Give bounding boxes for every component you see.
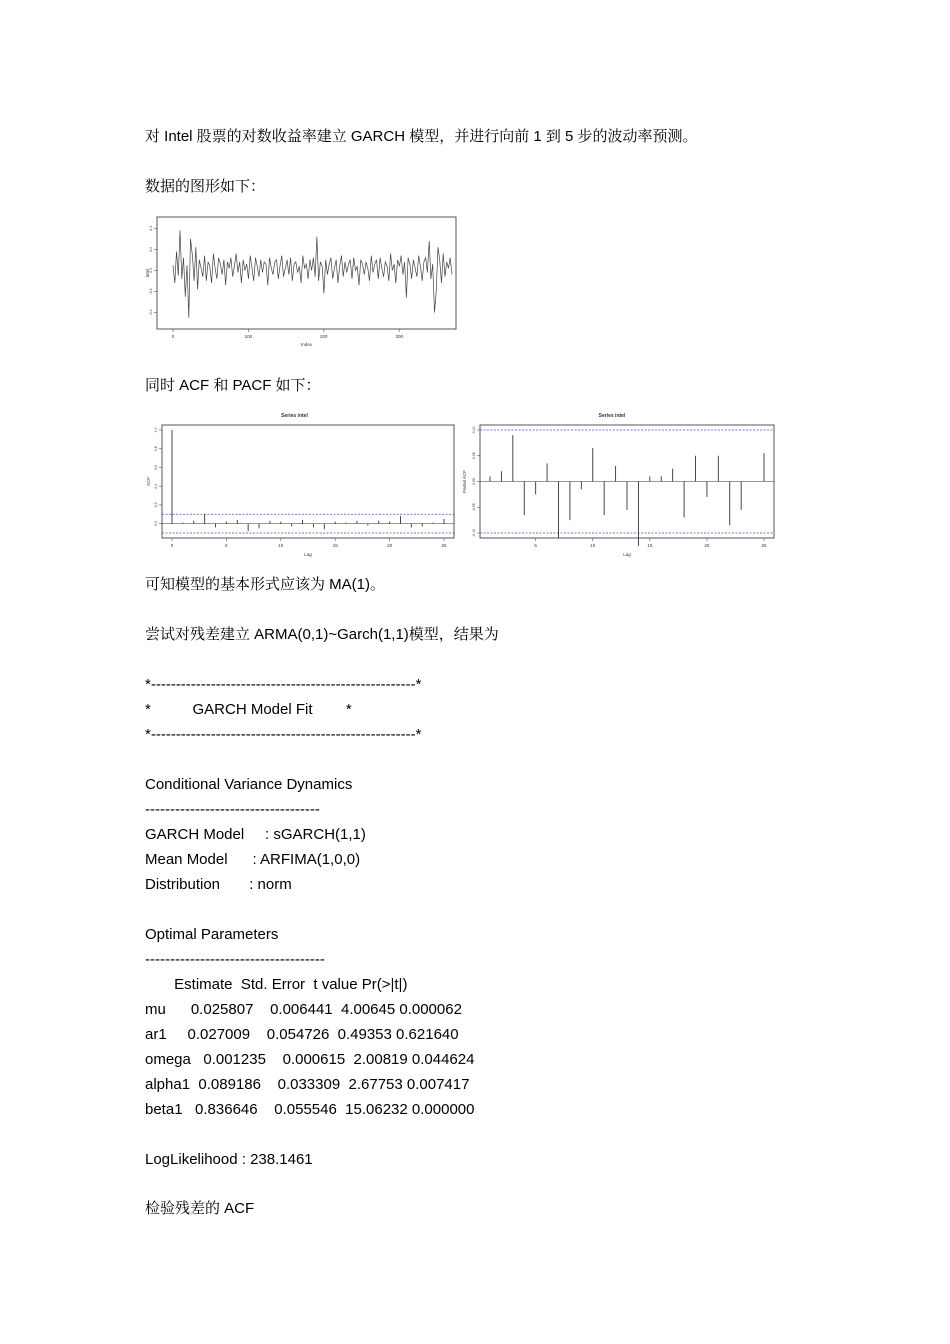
- acf-figure: [145, 408, 460, 560]
- x-tick-label: 10: [590, 543, 596, 548]
- plot-frame: [162, 425, 454, 538]
- y-tick-label: 0.10: [472, 426, 476, 434]
- x-tick-label: 5: [534, 543, 537, 548]
- y-tick-label: -0.4: [149, 309, 153, 316]
- y-axis-label: ACF: [146, 477, 151, 486]
- y-tick-label: 0.0: [149, 267, 153, 273]
- x-axis-label: Lag: [623, 552, 631, 557]
- model-form-text: 可知模型的基本形式应该为 MA(1)。: [145, 576, 386, 593]
- chart-title: Series intel: [598, 413, 626, 419]
- x-axis-label: Lag: [304, 552, 312, 557]
- x-axis-label: Index: [300, 342, 313, 347]
- data-plot-caption: 数据的图形如下：: [145, 178, 266, 195]
- param-table-header: Estimate Std. Error t value Pr(>|t|): [145, 976, 408, 993]
- x-tick-label: 25: [441, 543, 447, 548]
- y-tick-label: 0.0: [154, 521, 158, 527]
- x-tick-label: 100: [244, 334, 253, 339]
- x-tick-label: 20: [387, 543, 393, 548]
- x-tick-label: 300: [395, 334, 403, 339]
- acf-caption: 同时 ACF 和 PACF 如下：: [145, 377, 321, 394]
- y-tick-label: 0.00: [472, 478, 476, 485]
- output-title: * GARCH Model Fit *: [145, 701, 352, 718]
- y-tick-label: 0.05: [472, 452, 476, 460]
- y-tick-label: 0.2: [154, 502, 158, 508]
- x-tick-label: 15: [332, 543, 338, 548]
- x-tick-label: 10: [278, 543, 284, 548]
- mean-model-line: Mean Model : ARFIMA(1,0,0): [145, 851, 361, 868]
- y-tick-label: -0.2: [149, 288, 153, 295]
- y-tick-label: 0.4: [154, 483, 158, 489]
- param-row-beta1: beta1 0.836646 0.055546 15.06232 0.000000: [145, 1101, 475, 1118]
- pacf-figure: [460, 408, 780, 560]
- y-tick-label: 0.6: [154, 465, 158, 470]
- output-border-bottom: *-----------------------------------------------------*: [145, 726, 422, 743]
- cvd-heading: Conditional Variance Dynamics: [145, 776, 353, 793]
- series-line: [173, 230, 452, 317]
- x-tick-label: 25: [761, 543, 767, 548]
- distribution-line: Distribution : norm: [145, 876, 292, 893]
- acf-chart: [145, 408, 460, 560]
- intro-text: 对 Intel 股票的对数收益率建立 GARCH 模型，并进行向前 1 到 5 步的波动率预测。: [145, 128, 698, 145]
- x-tick-label: 0: [171, 334, 175, 339]
- param-row-alpha1: alpha1 0.089186 0.033309 2.67753 0.007417: [145, 1076, 470, 1093]
- y-tick-label: 0.4: [149, 225, 153, 231]
- y-tick-label: 0.8: [154, 446, 158, 452]
- garch-model-line: GARCH Model : sGARCH(1,1): [145, 826, 366, 843]
- y-tick-label: 0.2: [149, 246, 153, 252]
- chart-title: Series intel: [281, 413, 308, 419]
- time-series-chart: [145, 212, 460, 352]
- param-row-mu: mu 0.025807 0.006441 4.00645 0.000062: [145, 1001, 462, 1018]
- y-tick-label: -0.05: [472, 503, 476, 512]
- x-tick-label: 15: [647, 543, 653, 548]
- y-tick-label: -0.10: [472, 529, 476, 537]
- param-row-ar1: ar1 0.027009 0.054726 0.49353 0.621640: [145, 1026, 459, 1043]
- param-row-omega: omega 0.001235 0.000615 2.00819 0.044624: [145, 1051, 475, 1068]
- fit-caption: 尝试对残差建立 ARMA(0,1)~Garch(1,1)模型，结果为: [145, 626, 499, 643]
- cvd-rule: -----------------------------------: [145, 801, 320, 818]
- y-axis-label: Partial ACF: [462, 470, 467, 493]
- pacf-chart: [460, 408, 780, 560]
- y-axis-label: intel: [145, 268, 150, 278]
- y-tick-label: 1.0: [154, 427, 158, 433]
- time-series-figure: [145, 212, 460, 352]
- op-heading: Optimal Parameters: [145, 926, 279, 943]
- check-caption: 检验残差的 ACF: [145, 1200, 255, 1217]
- x-tick-label: 5: [225, 543, 228, 548]
- op-rule: ------------------------------------: [145, 951, 325, 968]
- x-tick-label: 20: [704, 543, 710, 548]
- output-border-top: *-----------------------------------------------------*: [145, 676, 422, 693]
- loglikelihood-line: LogLikelihood : 238.1461: [145, 1151, 313, 1168]
- x-tick-label: 0: [170, 543, 174, 548]
- x-tick-label: 200: [320, 334, 328, 339]
